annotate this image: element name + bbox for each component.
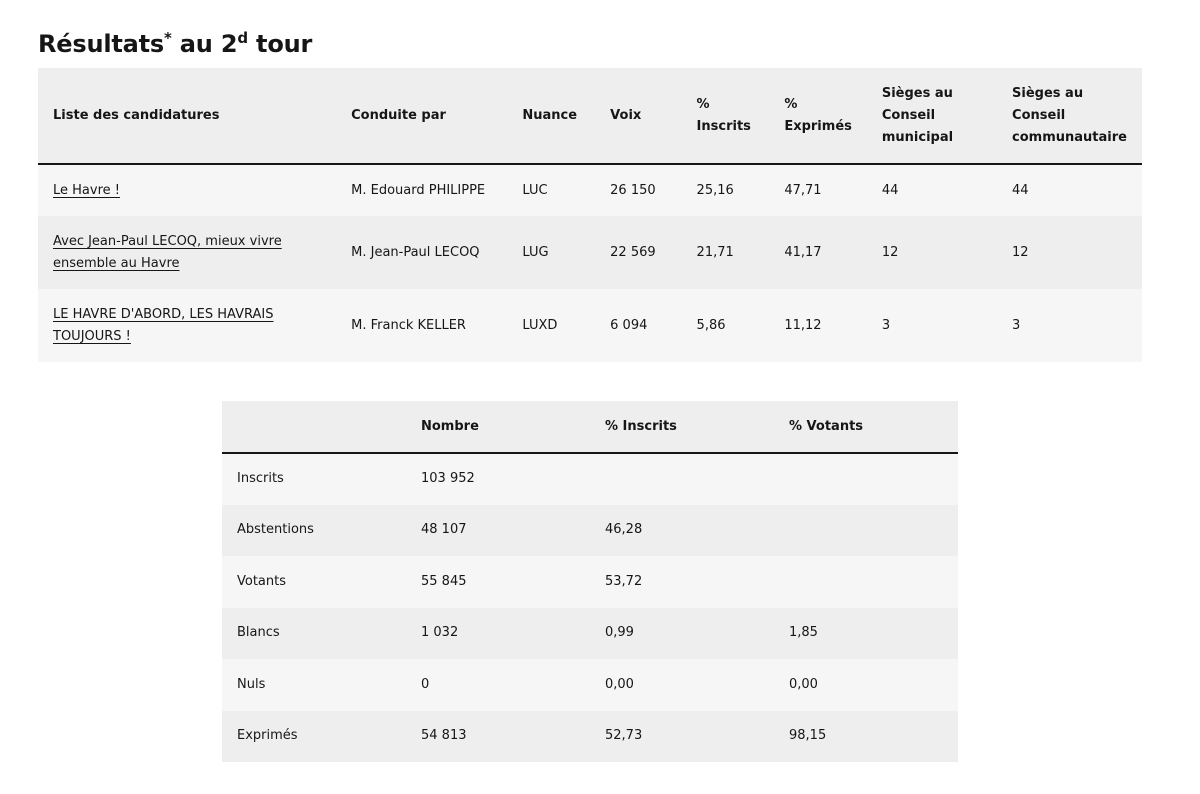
results-header-row xyxy=(38,68,1142,164)
cell-nombre: 0 xyxy=(406,659,590,711)
cell-pct-inscrits: 53,72 xyxy=(590,556,774,608)
cell-pct-inscrits xyxy=(590,453,774,505)
cell-sieges-communautaire: 12 xyxy=(997,216,1142,289)
cell-label: Blancs xyxy=(222,608,406,660)
cell-label: Abstentions xyxy=(222,505,406,557)
cell-pct-votants: 1,85 xyxy=(774,608,958,660)
cell-voix: 6 094 xyxy=(595,289,681,362)
col-header-conduite: Conduite par xyxy=(336,68,507,164)
cell-label: Votants xyxy=(222,556,406,608)
col-header-nombre: Nombre xyxy=(406,401,590,453)
table-row xyxy=(222,505,958,557)
cell-label: Inscrits xyxy=(222,453,406,505)
cell-nuance: LUC xyxy=(507,164,595,216)
cell-nombre: 1 032 xyxy=(406,608,590,660)
cell-sieges-communautaire: 3 xyxy=(997,289,1142,362)
cell-pct-exprimes: 47,71 xyxy=(769,164,867,216)
cell-label: Exprimés xyxy=(222,711,406,763)
participation-header-row xyxy=(222,401,958,453)
cell-pct-exprimes: 41,17 xyxy=(769,216,867,289)
cell-pct-inscrits: 0,99 xyxy=(590,608,774,660)
col-header-nuance: Nuance xyxy=(507,68,595,164)
cell-voix: 26 150 xyxy=(595,164,681,216)
col-header-sieges-communautaire: Sièges au Conseil communautaire xyxy=(997,68,1142,164)
cell-nombre: 103 952 xyxy=(406,453,590,505)
col-header-pct-votants: % Votants xyxy=(774,401,958,453)
cell-nombre: 55 845 xyxy=(406,556,590,608)
cell-voix: 22 569 xyxy=(595,216,681,289)
col-header-sieges-municipal: Sièges au Conseil municipal xyxy=(867,68,997,164)
participation-table xyxy=(222,401,958,762)
cell-pct-inscrits: 5,86 xyxy=(682,289,770,362)
candidate-list-link[interactable]: Le Havre ! xyxy=(53,182,120,198)
cell-conduite: M. Jean-Paul LECOQ xyxy=(336,216,507,289)
candidate-list-link[interactable]: Avec Jean-Paul LECOQ, mieux vivre ensemble au Havre xyxy=(53,233,282,271)
col-header-voix: Voix xyxy=(595,68,681,164)
cell-pct-votants xyxy=(774,556,958,608)
cell-sieges-municipal: 44 xyxy=(867,164,997,216)
cell-nombre: 48 107 xyxy=(406,505,590,557)
table-row xyxy=(38,164,1142,216)
col-header-liste: Liste des candidatures xyxy=(38,68,336,164)
col-header-blank xyxy=(222,401,406,453)
cell-pct-inscrits: 52,73 xyxy=(590,711,774,763)
cell-nombre: 54 813 xyxy=(406,711,590,763)
cell-pct-inscrits: 21,71 xyxy=(682,216,770,289)
table-row xyxy=(222,659,958,711)
cell-pct-exprimes: 11,12 xyxy=(769,289,867,362)
cell-pct-votants: 0,00 xyxy=(774,659,958,711)
table-row xyxy=(38,289,1142,362)
cell-sieges-communautaire: 44 xyxy=(997,164,1142,216)
page-title: Résultats* au 2$^d$ tour xyxy=(38,29,313,58)
cell-conduite: M. Franck KELLER xyxy=(336,289,507,362)
cell-pct-inscrits: 25,16 xyxy=(682,164,770,216)
candidate-list-link[interactable]: LE HAVRE D'ABORD, LES HAVRAIS TOUJOURS ! xyxy=(53,306,274,344)
results-table xyxy=(38,68,1142,362)
cell-pct-inscrits: 0,00 xyxy=(590,659,774,711)
cell-nuance: LUXD xyxy=(507,289,595,362)
cell-pct-votants xyxy=(774,505,958,557)
cell-pct-inscrits: 46,28 xyxy=(590,505,774,557)
col-header-pct-exprimes: % Exprimés xyxy=(769,68,867,164)
col-header-pct-inscrits: % Inscrits xyxy=(682,68,770,164)
table-row xyxy=(222,711,958,763)
cell-pct-votants xyxy=(774,453,958,505)
table-row xyxy=(222,453,958,505)
cell-sieges-municipal: 12 xyxy=(867,216,997,289)
cell-pct-votants: 98,15 xyxy=(774,711,958,763)
col-header-pct-inscrits: % Inscrits xyxy=(590,401,774,453)
table-row xyxy=(222,608,958,660)
table-row xyxy=(222,556,958,608)
cell-conduite: M. Edouard PHILIPPE xyxy=(336,164,507,216)
cell-nuance: LUG xyxy=(507,216,595,289)
cell-sieges-municipal: 3 xyxy=(867,289,997,362)
table-row xyxy=(38,216,1142,289)
cell-label: Nuls xyxy=(222,659,406,711)
